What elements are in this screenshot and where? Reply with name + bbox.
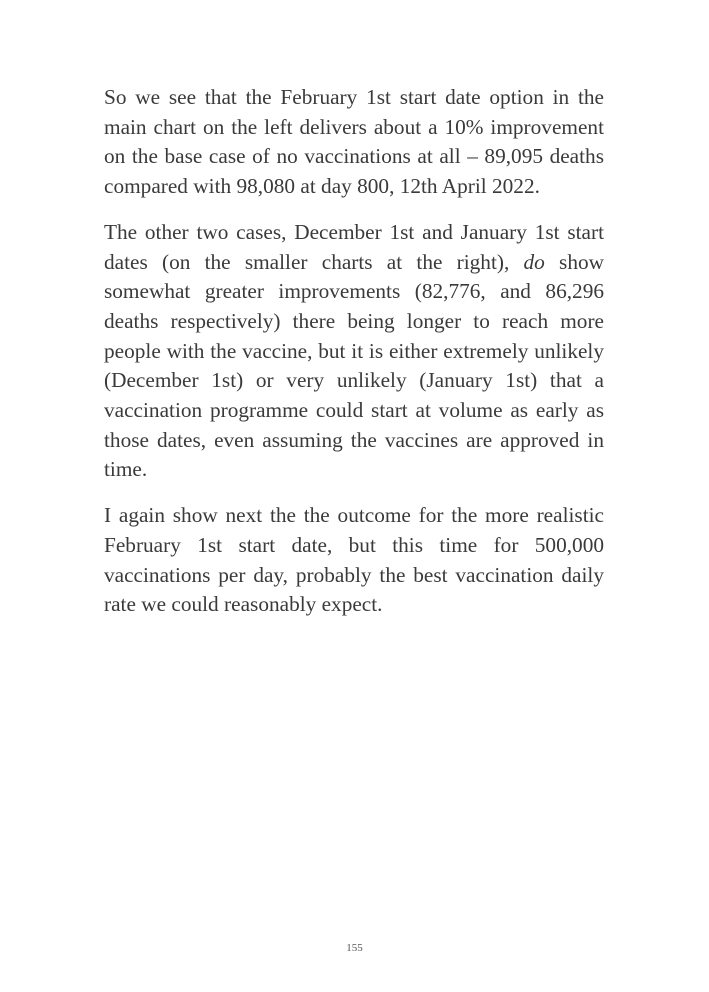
paragraph-2-end: show somewhat greater improvements (82,776, and 86,296 deaths respectively) there being longer to reach more people with the vaccine, but it is either extremely unlikely (December 1st) or very unlikely (January 1st) that a vaccination programme could start at volume as early as those dates, even assuming the vaccines are approved in time.: [104, 249, 604, 482]
paragraph-2-emphasis: do: [523, 249, 545, 274]
paragraph-2: [104, 218, 604, 485]
page-number: 155: [346, 942, 363, 954]
paragraph-1: So we see that the February 1st start date option in the main chart on the left delivers about a 10% improvement on the base case of no vaccinations at all – 89,095 deaths compared with 98,080 at day 800, 12th April 2022.: [104, 85, 604, 199]
body-text: [104, 83, 604, 636]
paragraph-2-start: The other two cases, December 1st and January 1st start dates (on the smaller charts at the right),: [104, 219, 604, 274]
paragraph-3: I again show next the the outcome for the more realistic February 1st start date, but this time for 500,000 vaccinations per day, probably the best vaccination daily rate we could reasonably expect.: [104, 503, 604, 617]
